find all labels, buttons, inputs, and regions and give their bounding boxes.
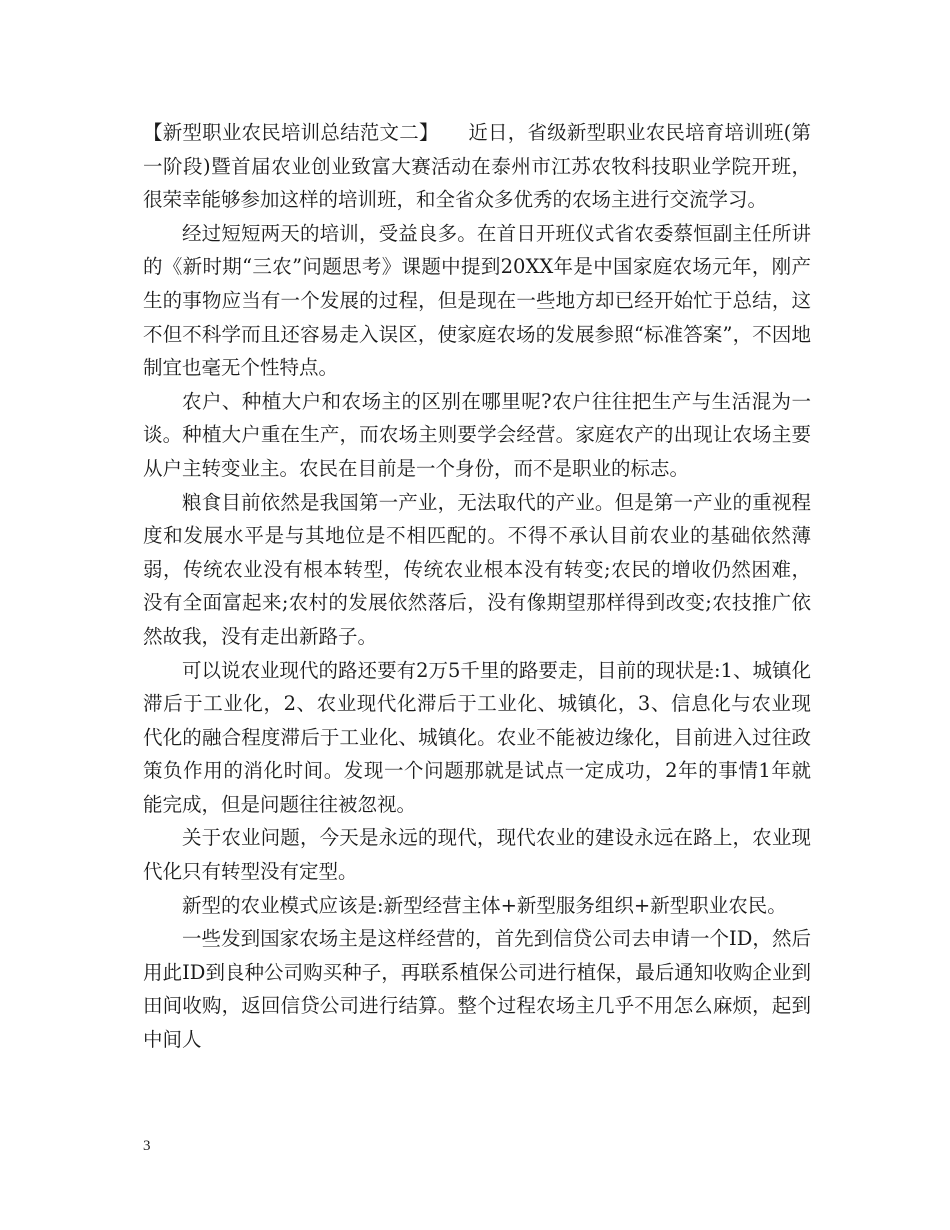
paragraph-agriculture-issue: 关于农业问题，今天是永远的现代，现代农业的建设永远在路上，农业现代化只有转型没有定型。: [143, 826, 811, 884]
paragraph-new-model: 新型的农业模式应该是:新型经营主体+新型服务组织+新型职业农民。: [182, 893, 787, 917]
paragraph-modernization: 可以说农业现代的路还要有2万5千里的路要走，目前的现状是:1、城镇化滞后于工业化，2、农业现代化滞后于工业化、城镇化，3、信息化与农业现代化的融合程度滞后于工业化、城镇化。农业不能被边缘化，目前进入过往政策负作用的消化时间。发现一个问题那就是试点一定成功，2年的事情1年就能完成，但是问题往往被忽视。: [143, 658, 811, 816]
page-number: 3: [143, 1138, 151, 1154]
paragraph-grain-industry: 粮食目前依然是我国第一产业，无法取代的产业。但是第一产业的重视程度和发展水平是与其地位是不相匹配的。不得不承认目前农业的基础依然薄弱，传统农业没有根本转型，传统农业根本没有转变;农民的增收仍然困难，没有全面富起来;农村的发展依然落后，没有像期望那样得到改变;农技推广依然故我，没有走出新路子。: [143, 490, 811, 648]
paragraph-foreign-farms: 一些发到国家农场主是这样经营的，首先到信贷公司去申请一个ID，然后用此ID到良种公司购买种子，再联系植保公司进行植保，最后通知收购企业到田间收购，返回信贷公司进行结算。整个过程农场主几乎不用怎么麻烦，起到中间人: [143, 927, 811, 1052]
document-body: [143, 116, 811, 1057]
paragraph-training-gains: 经过短短两天的培训，受益良多。在首日开班仪式省农委蔡恒副主任所讲的《新时期“三农”问题思考》课题中提到20XX年是中国家庭农场元年，刚产生的事物应当有一个发展的过程，但是现在一些地方却已经开始忙于总结，这不但不科学而且还容易走入误区，使家庭农场的发展参照“标准答案”，不因地制宜也毫无个性特点。: [143, 221, 811, 380]
paragraph-farmer-types: 农户、种植大户和农场主的区别在哪里呢?农户往往把生产与生活混为一谈。种植大户重在生产，而农场主则要学会经营。家庭农产的出现让农场主要从户主转变业主。农民在目前是一个身份，而不是职业的标志。: [143, 389, 811, 480]
paragraph-intro: 【新型职业农民培训总结范文二】 近日，省级新型职业农民培育培训班(第一阶段)暨首届农业创业致富大赛活动在泰州市江苏农牧科技职业学院开班，很荣幸能够参加这样的培训班，和全省众多优秀的农场主进行交流学习。: [143, 121, 811, 212]
